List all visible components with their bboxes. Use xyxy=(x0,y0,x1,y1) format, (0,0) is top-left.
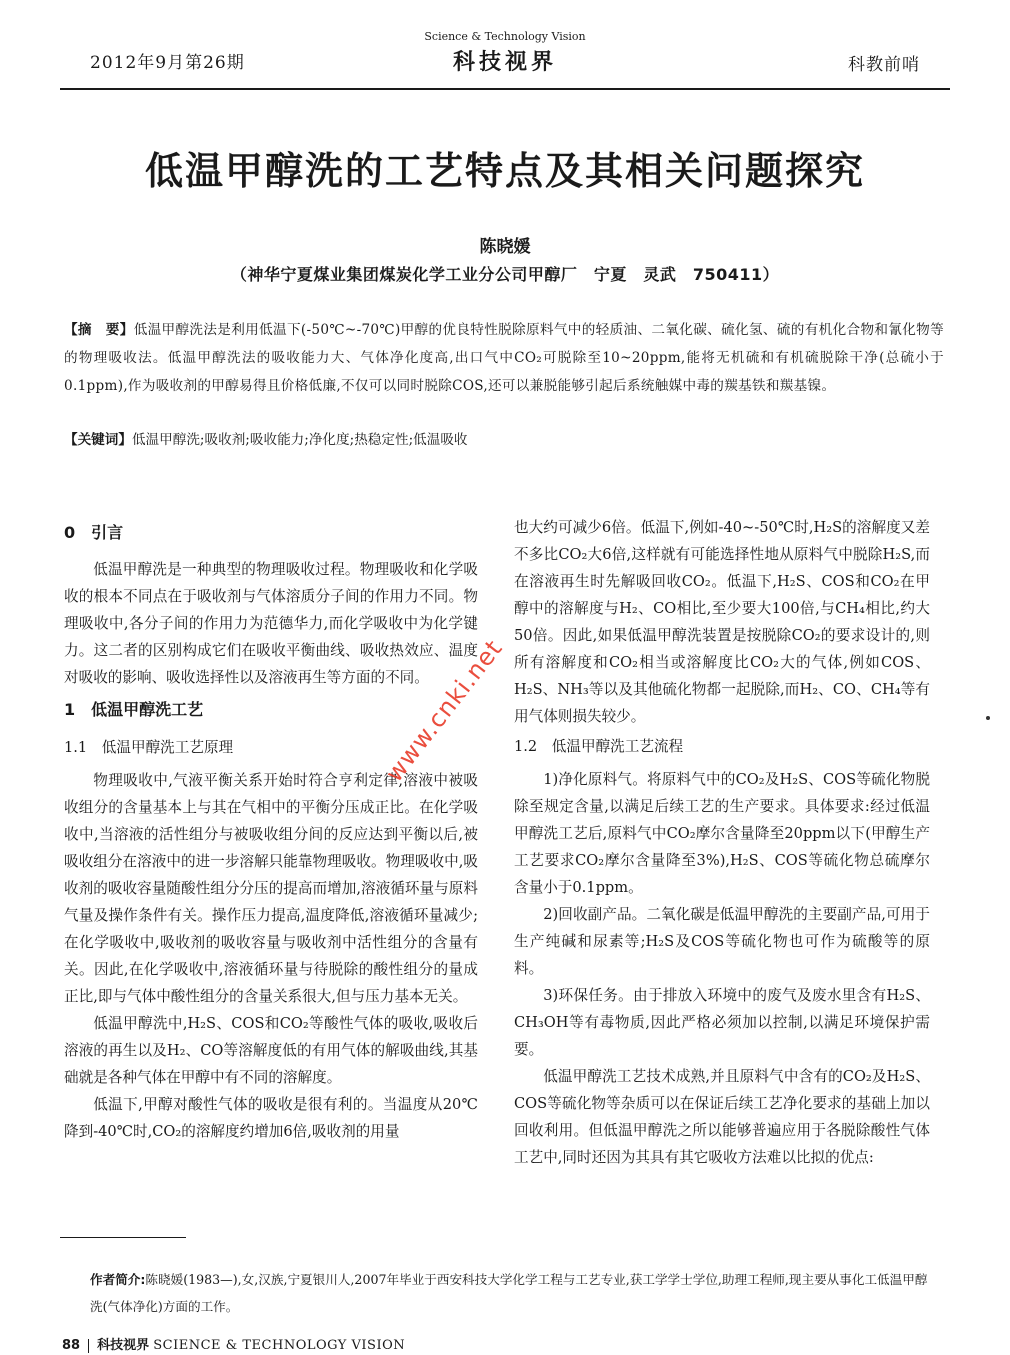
abstract-label: 【摘 要】 xyxy=(64,322,134,338)
paragraph: 2)回收副产品。二氧化碳是低温甲醇洗的主要副产品,可用于生产纯碱和尿素等;H₂S及COS等硫化物也可作为硫酸等的原料。 xyxy=(514,906,930,977)
subsection-1-2-heading: 1.2 低温甲醇洗工艺流程 xyxy=(514,738,684,755)
footnote-text: 陈晓媛(1983—),女,汉族,宁夏银川人,2007年毕业于西安科技大学化学工程与工艺专业,获工学学士学位,助理工程师,现主要从事化工低温甲醇洗(气体净化)方面的工作。 xyxy=(90,1272,928,1314)
paragraph: 低温甲醇洗是一种典型的物理吸收过程。物理吸收和化学吸收的根本不同点在于吸收剂与气体溶质分子间的作用力不同。物理吸收中,各分子间的作用力为范德华力,而化学吸收中为化学键力。这二者的区别构成它们在吸收平衡曲线、吸收热效应、温度对吸收的影响、吸收选择性以及溶液再生等方面的不同。 xyxy=(64,561,478,686)
watermark: www.cnki.net xyxy=(380,634,509,788)
footnote-rule xyxy=(60,1237,186,1238)
issue-label: 2012年9月第26期 xyxy=(90,53,245,73)
author-affiliation: （神华宁夏煤业集团煤炭化学工业分公司甲醇厂 宁夏 灵武 750411） xyxy=(230,265,780,284)
subsection-1-1-heading: 1.1 低温甲醇洗工艺原理 xyxy=(64,739,234,756)
author-name: 陈晓媛 xyxy=(479,237,531,257)
keywords xyxy=(64,426,944,454)
paragraph: 3)环保任务。由于排放入环境中的废气及废水里含有H₂S、CH₃OH等有毒物质,因此严格必须加以控制,以满足环境保护需要。 xyxy=(514,987,930,1058)
footer-journal-zh: 科技视界 xyxy=(97,1338,150,1353)
page-footer xyxy=(62,1334,405,1353)
paragraph: 1)净化原料气。将原料气中的CO₂及H₂S、COS等硫化物脱除至规定含量,以满足后续工艺的生产要求。具体要求:经过低温甲醇洗工艺后,原料气中CO₂摩尔含量降至20ppm以下(甲醇生产工艺要求CO₂摩尔含量降至3%),H₂S、COS等硫化物总硫摩尔含量小于0.1ppm。 xyxy=(514,771,930,896)
footer-divider xyxy=(88,1339,89,1353)
keywords-label: 【关键词】 xyxy=(64,432,132,448)
section-1-heading: 1 低温甲醇洗工艺 xyxy=(64,700,204,719)
paragraph: 也大约可减少6倍。低温下,例如-40~-50℃时,H₂S的溶解度又差不多比CO₂大6倍,这样就有可能选择性地从原料气中脱除H₂S,而在溶液再生时先解吸回收CO₂。低温下,H₂S、COS和CO₂在甲醇中的溶解度与H₂、CO相比,至少要大100倍,与CH₄相比,约大50倍。因此,如果低温甲醇洗装置是按脱除CO₂的要求设计的,则所有溶解度和CO₂相当或溶解度比CO₂大的气体,例如COS、H₂S、NH₃等以及其他硫化物都一起脱除,而H₂、CO、CH₄等有用气体则损失较少。 xyxy=(514,519,930,725)
article-title: 低温甲醇洗的工艺特点及其相关问题探究 xyxy=(144,148,865,193)
journal-name-en: Science & Technology Vision xyxy=(424,30,586,43)
stray-mark xyxy=(986,716,990,720)
left-column xyxy=(64,514,478,1145)
abstract xyxy=(64,316,944,400)
abstract-text: 低温甲醇洗法是利用低温下(-50℃~-70℃)甲醇的优良特性脱除原料气中的轻质油、二氧化碳、硫化氢、硫的有机化合物和氰化物等的物理吸收法。低温甲醇洗法的吸收能力大、气体净化度高,出口气中CO₂可脱除至10~20ppm,能将无机硫和有机硫脱除干净(总硫小于0.1ppm),作为吸收剂的甲醇易得且价格低廉,不仅可以同时脱除COS,还可以兼脱能够引起后系统触媒中毒的羰基铁和羰基镍。 xyxy=(64,322,945,394)
page-number: 88 xyxy=(62,1338,81,1353)
paragraph: 低温甲醇洗中,H₂S、COS和CO₂等酸性气体的吸收,吸收后溶液的再生以及H₂、CO等溶解度低的有用气体的解吸曲线,其基础就是各种气体在甲醇中有不同的溶解度。 xyxy=(64,1015,478,1086)
paragraph: 物理吸收中,气液平衡关系开始时符合亨利定律,溶液中被吸收组分的含量基本上与其在气相中的平衡分压成正比。在化学吸收中,当溶液的活性组分与被吸收组分间的反应达到平衡以后,被吸收组分在溶液中的进一步溶解只能靠物理吸收。物理吸收中,吸收剂的吸收容量随酸性组分分压的提高而增加,溶液循环量与原料气量及操作条件有关。操作压力提高,温度降低,溶液循环量减少;在化学吸收中,吸收剂的吸收容量与吸收剂中活性组分的含量有关。因此,在化学吸收中,溶液循环量与待脱除的酸性组分的量成正比,即与气体中酸性组分的含量关系很大,但与压力基本无关。 xyxy=(64,772,478,1005)
section-0-heading: 0 引言 xyxy=(64,523,124,542)
right-column xyxy=(514,514,930,1171)
journal-name-zh: 科技视界 xyxy=(452,50,557,75)
journal-masthead xyxy=(405,30,605,76)
paragraph: 低温甲醇洗工艺技术成熟,并且原料气中含有的CO₂及H₂S、COS等硫化物等杂质可以在保证后续工艺净化要求的基础上加以回收利用。但低温甲醇洗之所以能够普遍应用于各脱除酸性气体工艺中,同时还因为其具有其它吸收方法难以比拟的优点: xyxy=(514,1068,930,1166)
paragraph: 低温下,甲醇对酸性气体的吸收是很有利的。当温度从20℃降到-40℃时,CO₂的溶解度约增加6倍,吸收剂的用量 xyxy=(64,1096,478,1140)
keywords-text: 低温甲醇洗;吸收剂;吸收能力;净化度;热稳定性;低温吸收 xyxy=(131,432,468,448)
author-footnote xyxy=(90,1266,940,1320)
footnote-label: 作者简介: xyxy=(90,1272,146,1287)
footer-journal-en: SCIENCE & TECHNOLOGY VISION xyxy=(153,1338,406,1353)
header-rule xyxy=(60,88,950,90)
section-label: 科教前哨 xyxy=(848,55,920,75)
